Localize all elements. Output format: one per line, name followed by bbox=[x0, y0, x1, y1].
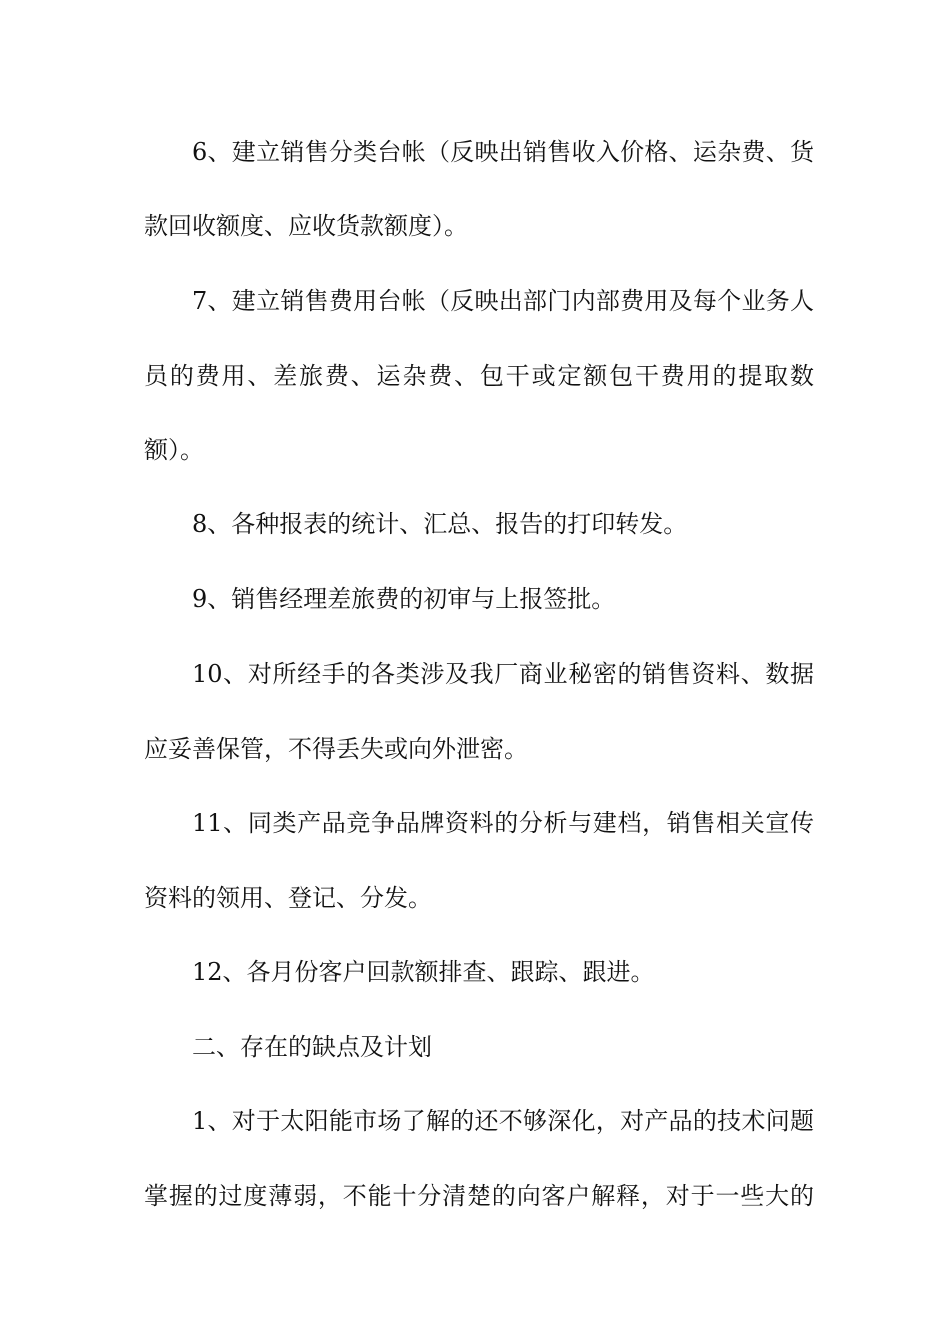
section-heading: 二、存在的缺点及计划 bbox=[192, 1033, 432, 1061]
paragraph-line-item7-b: 员的费用、差旅费、运杂费、包干或定额包干费用的提取数 bbox=[144, 362, 814, 390]
paragraph-line-item11-a: 11、同类产品竞争品牌资料的分析与建档，销售相关宣传 bbox=[192, 809, 814, 837]
paragraph-line-item10-b: 应妥善保管，不得丢失或向外泄密。 bbox=[144, 735, 528, 763]
paragraph-line-item6-b: 款回收额度、应收货款额度）。 bbox=[144, 212, 468, 240]
paragraph-line-item7-a: 7、建立销售费用台帐（反映出部门内部费用及每个业务人 bbox=[192, 287, 814, 315]
paragraph-line-item8: 8、各种报表的统计、汇总、报告的打印转发。 bbox=[192, 510, 688, 538]
paragraph-line-item10-a: 10、对所经手的各类涉及我厂商业秘密的销售资料、数据 bbox=[192, 660, 814, 688]
paragraph-line-item9: 9、销售经理差旅费的初审与上报签批。 bbox=[192, 585, 616, 613]
paragraph-line-item11-b: 资料的领用、登记、分发。 bbox=[144, 884, 432, 912]
paragraph-line-item6-a: 6、建立销售分类台帐（反映出销售收入价格、运杂费、货 bbox=[192, 138, 814, 166]
paragraph-line-item12: 12、各月份客户回款额排查、跟踪、跟进。 bbox=[192, 958, 655, 986]
paragraph-line-plan1-a: 1、对于太阳能市场了解的还不够深化，对产品的技术问题 bbox=[192, 1107, 814, 1135]
paragraph-line-plan1-b: 掌握的过度薄弱，不能十分清楚的向客户解释，对于一些大的 bbox=[144, 1182, 814, 1210]
paragraph-line-item7-c: 额）。 bbox=[144, 436, 204, 464]
